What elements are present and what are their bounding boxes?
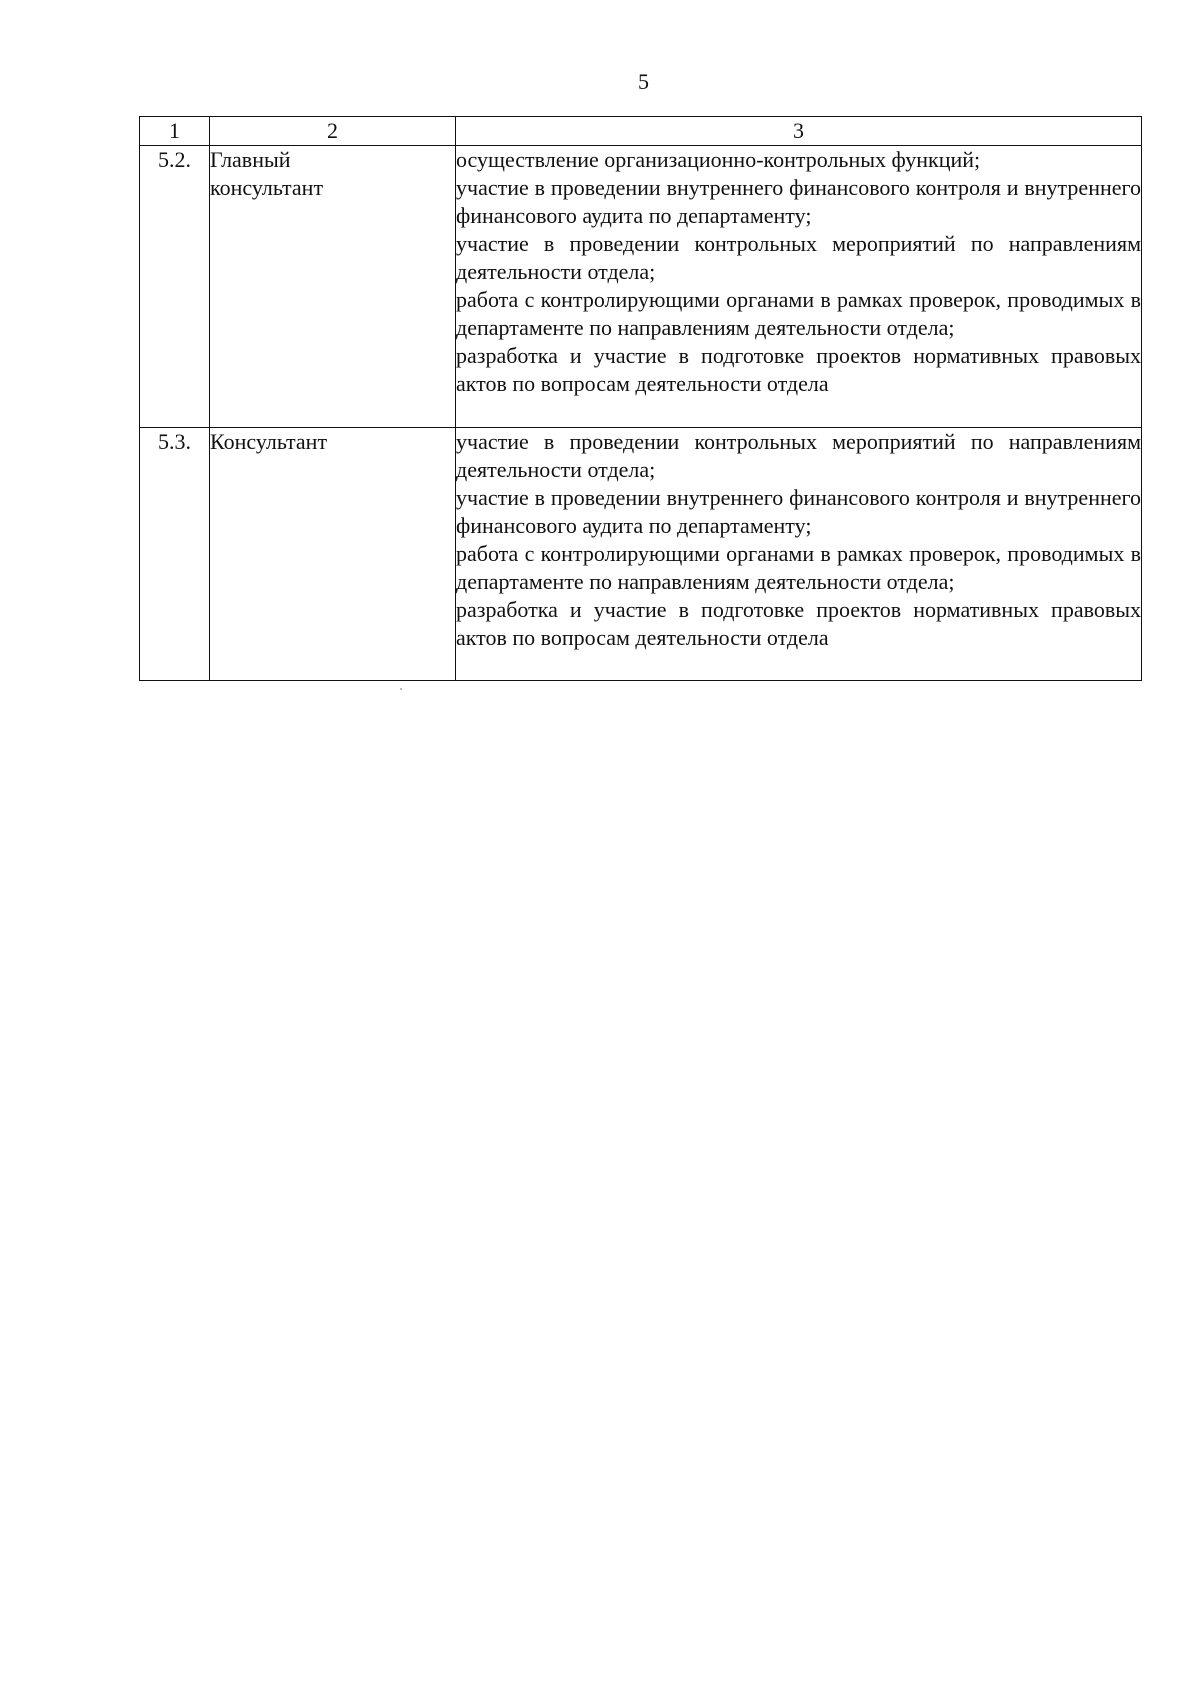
position-title-line: Главный [210, 147, 291, 172]
column-header: 3 [456, 117, 1142, 146]
page-number: 5 [638, 69, 649, 94]
position-title [210, 428, 456, 681]
duties-cell [456, 428, 1142, 681]
position-title-line: консультант [210, 175, 324, 200]
position-title-line: Консультант [210, 429, 328, 454]
duties-cell [456, 146, 1142, 428]
table-row [140, 428, 1142, 681]
column-header: 1 [140, 117, 210, 146]
position-title [210, 146, 456, 428]
duty-item: участие в проведении внутреннего финансового контроля и внутреннего финансового аудита по департаменту; [456, 175, 1141, 228]
column-header: 2 [210, 117, 456, 146]
scan-speck [400, 688, 402, 690]
table-row [140, 146, 1142, 428]
duty-item: участие в проведении контрольных мероприятий по направлениям деятельности отдела; [456, 231, 1141, 284]
duty-item: разработка и участие в подготовке проектов нормативных правовых актов по вопросам деятельности отдела [456, 597, 1141, 650]
row-number: 5.3. [140, 428, 210, 681]
table-header-row [140, 117, 1142, 146]
duties-table [139, 116, 1142, 681]
row-number: 5.2. [140, 146, 210, 428]
duty-item: работа с контролирующими органами в рамках проверок, проводимых в департаменте по направлениям деятельности отдела; [456, 287, 1141, 340]
duty-item: разработка и участие в подготовке проектов нормативных правовых актов по вопросам деятельности отдела [456, 343, 1141, 396]
duty-item: осуществление организационно-контрольных функций; [456, 147, 981, 172]
duty-item: участие в проведении внутреннего финансового контроля и внутреннего финансового аудита по департаменту; [456, 485, 1141, 538]
duty-item: работа с контролирующими органами в рамках проверок, проводимых в департаменте по направлениям деятельности отдела; [456, 541, 1141, 594]
duty-item: участие в проведении контрольных мероприятий по направлениям деятельности отдела; [456, 429, 1141, 482]
